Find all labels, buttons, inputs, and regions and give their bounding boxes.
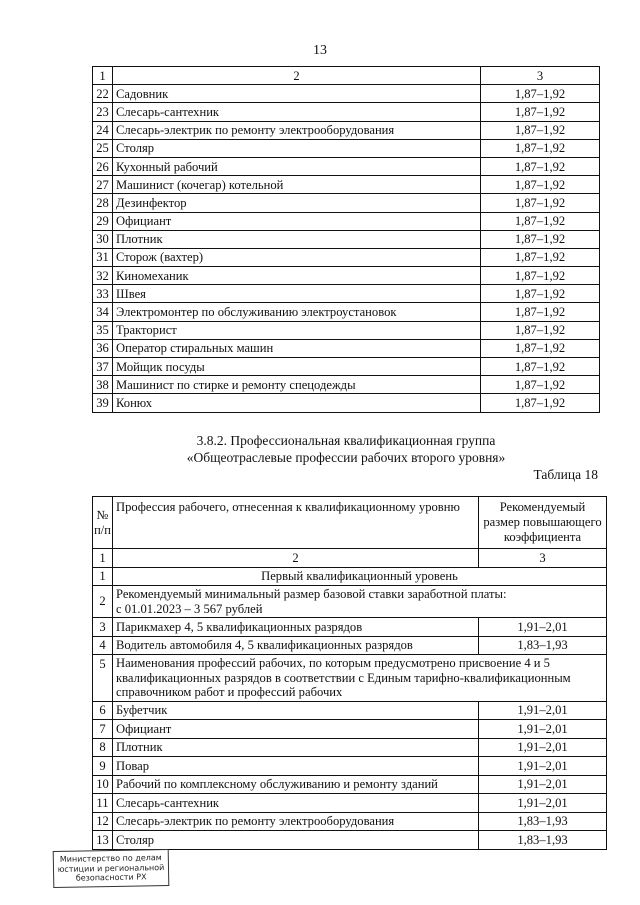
level-number: 1: [93, 567, 113, 586]
stamp-line3: безопасности РХ: [75, 872, 147, 883]
header-col-2: 2: [113, 67, 481, 85]
row-coefficient: 1,91–2,01: [479, 720, 607, 739]
base-rate-text: [113, 586, 607, 618]
table-header-row: [93, 67, 600, 85]
row-profession: Повар: [113, 757, 479, 776]
table-row: [93, 636, 607, 655]
header-number: № п/п: [93, 497, 113, 549]
table-row: [93, 812, 607, 831]
row-coefficient: 1,87–1,92: [481, 303, 600, 321]
row-number: 29: [93, 212, 113, 230]
numbering-col-1: 1: [93, 549, 113, 568]
table-header-row: [93, 497, 607, 549]
professions-table-18: [92, 496, 607, 850]
table-row: [93, 285, 600, 303]
row-number: 28: [93, 194, 113, 212]
row-coefficient: 1,87–1,92: [481, 339, 600, 357]
ministry-stamp: [53, 849, 170, 888]
row-coefficient: 1,91–2,01: [479, 701, 607, 720]
group-number: 5: [93, 655, 113, 702]
table-row: [93, 303, 600, 321]
header-profession: Профессия рабочего, отнесенная к квалификационному уровню: [113, 497, 479, 549]
row-profession: Дезинфектор: [113, 194, 481, 212]
level-row: [93, 567, 607, 586]
row-profession: Парикмахер 4, 5 квалификационных разрядов: [113, 618, 479, 637]
row-coefficient: 1,87–1,92: [481, 248, 600, 266]
row-profession: Электромонтер по обслуживанию электроустановок: [113, 303, 481, 321]
row-coefficient: 1,87–1,92: [481, 194, 600, 212]
numbering-col-3: 3: [479, 549, 607, 568]
header-col-1: 1: [93, 67, 113, 85]
row-number: 8: [93, 738, 113, 757]
row-number: 3: [93, 618, 113, 637]
numbering-row: [93, 549, 607, 568]
header-coefficient: Рекомендуемый размер повышающего коэффициента: [479, 497, 607, 549]
group-heading-row: [93, 655, 607, 702]
table-row: [93, 230, 600, 248]
row-profession: Киномеханик: [113, 267, 481, 285]
row-profession: Машинист (кочегар) котельной: [113, 176, 481, 194]
row-coefficient: 1,91–2,01: [479, 775, 607, 794]
table-caption: Таблица 18: [533, 467, 598, 482]
base-rate-number: 2: [93, 586, 113, 618]
row-coefficient: 1,87–1,92: [481, 321, 600, 339]
page-number: 13: [313, 43, 327, 58]
row-number: 26: [93, 157, 113, 175]
row-profession: Слесарь-электрик по ремонту электрооборудования: [113, 121, 481, 139]
row-number: 39: [93, 394, 113, 412]
row-coefficient: 1,91–2,01: [479, 738, 607, 757]
row-number: 7: [93, 720, 113, 739]
numbering-col-2: 2: [113, 549, 479, 568]
row-profession: Буфетчик: [113, 701, 479, 720]
row-number: 25: [93, 139, 113, 157]
table-row: [93, 157, 600, 175]
row-profession: Тракторист: [113, 321, 481, 339]
row-coefficient: 1,87–1,92: [481, 285, 600, 303]
row-coefficient: 1,87–1,92: [481, 85, 600, 103]
row-profession: Кухонный рабочий: [113, 157, 481, 175]
table-row: [93, 738, 607, 757]
table-row: [93, 720, 607, 739]
row-coefficient: 1,83–1,93: [479, 812, 607, 831]
row-coefficient: 1,87–1,92: [481, 121, 600, 139]
row-number: 30: [93, 230, 113, 248]
row-number: 12: [93, 812, 113, 831]
level-title: Первый квалификационный уровень: [113, 567, 607, 586]
row-coefficient: 1,87–1,92: [481, 230, 600, 248]
row-number: 27: [93, 176, 113, 194]
row-coefficient: 1,87–1,92: [481, 267, 600, 285]
row-profession: Конюх: [113, 394, 481, 412]
row-coefficient: 1,87–1,92: [481, 376, 600, 394]
row-coefficient: 1,91–2,01: [479, 757, 607, 776]
table-row: [93, 176, 600, 194]
row-number: 38: [93, 376, 113, 394]
row-number: 4: [93, 636, 113, 655]
row-number: 37: [93, 358, 113, 376]
row-coefficient: 1,87–1,92: [481, 103, 600, 121]
group-line3: справочником работ и профессий рабочих: [116, 685, 343, 699]
row-coefficient: 1,87–1,92: [481, 139, 600, 157]
stamp-line2: юстиции и региональной: [57, 862, 165, 874]
row-profession: Мойщик посуды: [113, 358, 481, 376]
section-title-line1: 3.8.2. Профессиональная квалификационная группа: [196, 433, 496, 448]
table-row: [93, 267, 600, 285]
stamp-line1: Министерство по делам: [59, 853, 162, 864]
row-coefficient: 1,87–1,92: [481, 394, 600, 412]
row-profession: Столяр: [113, 139, 481, 157]
row-profession: Оператор стиральных машин: [113, 339, 481, 357]
row-coefficient: 1,87–1,92: [481, 358, 600, 376]
row-number: 24: [93, 121, 113, 139]
group-text: [113, 655, 607, 702]
table-row: [93, 376, 600, 394]
table-row: [93, 618, 607, 637]
row-number: 32: [93, 267, 113, 285]
table-row: [93, 775, 607, 794]
row-coefficient: 1,91–2,01: [479, 794, 607, 813]
row-number: 33: [93, 285, 113, 303]
table-row: [93, 394, 600, 412]
row-coefficient: 1,83–1,93: [479, 831, 607, 850]
row-number: 36: [93, 339, 113, 357]
row-profession: Рабочий по комплексному обслуживанию и ремонту зданий: [113, 775, 479, 794]
row-number: 11: [93, 794, 113, 813]
row-profession: Официант: [113, 212, 481, 230]
row-number: 31: [93, 248, 113, 266]
table-row: [93, 194, 600, 212]
row-coefficient: 1,91–2,01: [479, 618, 607, 637]
table-row: [93, 139, 600, 157]
row-profession: Плотник: [113, 738, 479, 757]
row-coefficient: 1,87–1,92: [481, 176, 600, 194]
professions-table-continued: [92, 66, 600, 413]
base-rate-row: [93, 586, 607, 618]
row-profession: Садовник: [113, 85, 481, 103]
row-number: 35: [93, 321, 113, 339]
row-number: 10: [93, 775, 113, 794]
table-row: [93, 831, 607, 850]
row-profession: Слесарь-сантехник: [113, 103, 481, 121]
table-row: [93, 121, 600, 139]
row-profession: Слесарь-электрик по ремонту электрооборудования: [113, 812, 479, 831]
row-profession: Сторож (вахтер): [113, 248, 481, 266]
table-row: [93, 85, 600, 103]
row-profession: Плотник: [113, 230, 481, 248]
table-row: [93, 794, 607, 813]
table-row: [93, 757, 607, 776]
table-row: [93, 212, 600, 230]
row-coefficient: 1,87–1,92: [481, 157, 600, 175]
row-number: 34: [93, 303, 113, 321]
table-row: [93, 103, 600, 121]
row-profession: Официант: [113, 720, 479, 739]
row-number: 6: [93, 701, 113, 720]
base-rate-line2: с 01.01.2023 – 3 567 рублей: [116, 601, 263, 616]
table-row: [93, 358, 600, 376]
table-row: [93, 248, 600, 266]
header-col-3: 3: [481, 67, 600, 85]
row-number: 9: [93, 757, 113, 776]
row-profession: Машинист по стирке и ремонту спецодежды: [113, 376, 481, 394]
row-coefficient: 1,87–1,92: [481, 212, 600, 230]
row-profession: Слесарь-сантехник: [113, 794, 479, 813]
row-coefficient: 1,83–1,93: [479, 636, 607, 655]
table-row: [93, 701, 607, 720]
row-profession: Швея: [113, 285, 481, 303]
row-number: 13: [93, 831, 113, 850]
group-line2: квалификационных разрядов в соответствии с Единым тарифно-квалификационным: [116, 670, 571, 685]
row-number: 22: [93, 85, 113, 103]
row-profession: Водитель автомобиля 4, 5 квалификационных разрядов: [113, 636, 479, 655]
section-title-line2: «Общеотраслевые профессии рабочих второго уровня»: [186, 450, 506, 465]
group-line1: Наименования профессий рабочих, по которым предусмотрено присвоение 4 и 5: [116, 656, 550, 670]
row-number: 23: [93, 103, 113, 121]
row-profession: Столяр: [113, 831, 479, 850]
base-rate-line1: Рекомендуемый минимальный размер базовой ставки заработной платы:: [116, 587, 507, 601]
table-row: [93, 339, 600, 357]
table-row: [93, 321, 600, 339]
